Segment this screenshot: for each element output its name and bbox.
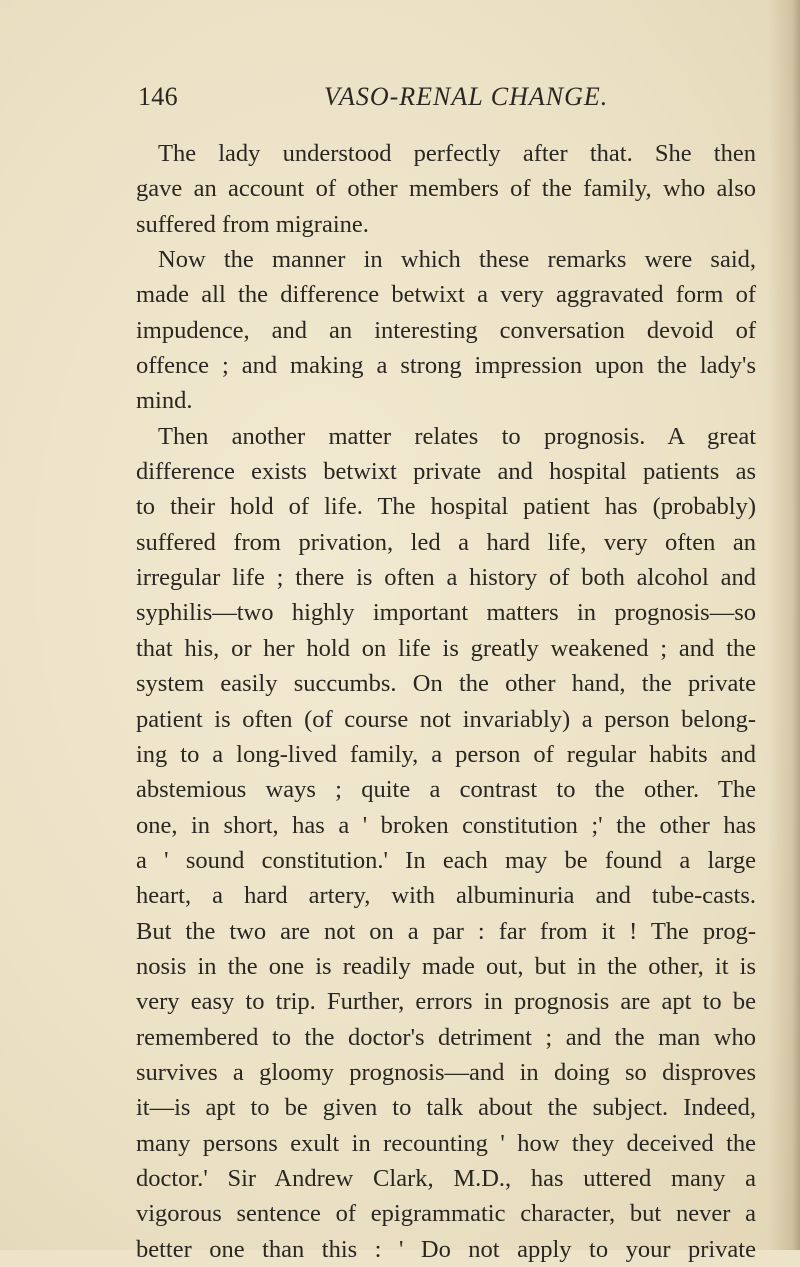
text-line: irregular life ; there is often a history of both alcohol and — [136, 564, 756, 592]
text-line: doctor.' Sir Andrew Clark, M.D., has uttered many a — [136, 1164, 756, 1192]
text-line: very easy to trip. Further, errors in prognosis are apt to be — [136, 988, 756, 1016]
text-line: offence ; and making a strong impression upon the lady's — [136, 352, 756, 380]
text-line: Now the manner in which these remarks were said, — [158, 246, 756, 274]
text-line: that his, or her hold on life is greatly weakened ; and the — [136, 634, 756, 662]
text-line: system easily succumbs. On the other hand, the private — [136, 670, 756, 698]
text-line: Then another matter relates to prognosis. A great — [158, 422, 756, 450]
text-line: better one than this : ' Do not apply to your private — [136, 1235, 756, 1263]
text-line: But the two are not on a par : far from it ! The prog- — [136, 917, 756, 945]
text-line: gave an account of other members of the family, who also — [136, 175, 756, 203]
text-line: impudence, and an interesting conversation devoid of — [136, 316, 756, 344]
running-head — [138, 80, 738, 114]
text-line: syphilis—two highly important matters in prognosis—so — [136, 599, 756, 627]
text-line: ing to a long-lived family, a person of regular habits and — [136, 740, 756, 768]
text-line: abstemious ways ; quite a contrast to the other. The — [136, 776, 756, 804]
text-line: vigorous sentence of epigrammatic character, but never a — [136, 1200, 756, 1228]
text-line: one, in short, has a ' broken constitution ;' the other has — [136, 811, 756, 839]
text-line: nosis in the one is readily made out, but in the other, it is — [136, 952, 756, 980]
text-line: a ' sound constitution.' In each may be found a large — [136, 846, 756, 874]
text-line: heart, a hard artery, with albuminuria and tube-casts. — [136, 882, 756, 910]
body-text — [136, 136, 756, 1267]
text-line: many persons exult in recounting ' how they deceived the — [136, 1129, 756, 1157]
chapter-title: VASO-RENAL CHANGE. — [324, 82, 609, 111]
text-line: to their hold of life. The hospital patient has (probably) — [136, 493, 756, 521]
text-line: remembered to the doctor's detriment ; and the man who — [136, 1023, 756, 1051]
text-line: made all the difference betwixt a very aggravated form of — [136, 281, 756, 309]
text-line: difference exists betwixt private and hospital patients as — [136, 458, 756, 486]
text-line: suffered from migraine. — [136, 210, 369, 238]
text-line: it—is apt to be given to talk about the subject. Indeed, — [136, 1094, 756, 1122]
text-line: mind. — [136, 387, 193, 415]
page-number: 146 — [138, 82, 178, 111]
text-line: patient is often (of course not invariably) a person belong- — [136, 705, 756, 733]
text-line: The lady understood perfectly after that. She then — [158, 140, 756, 167]
text-line: suffered from privation, led a hard life, very often an — [136, 528, 756, 556]
text-line: survives a gloomy prognosis—and in doing so disproves — [136, 1058, 756, 1086]
